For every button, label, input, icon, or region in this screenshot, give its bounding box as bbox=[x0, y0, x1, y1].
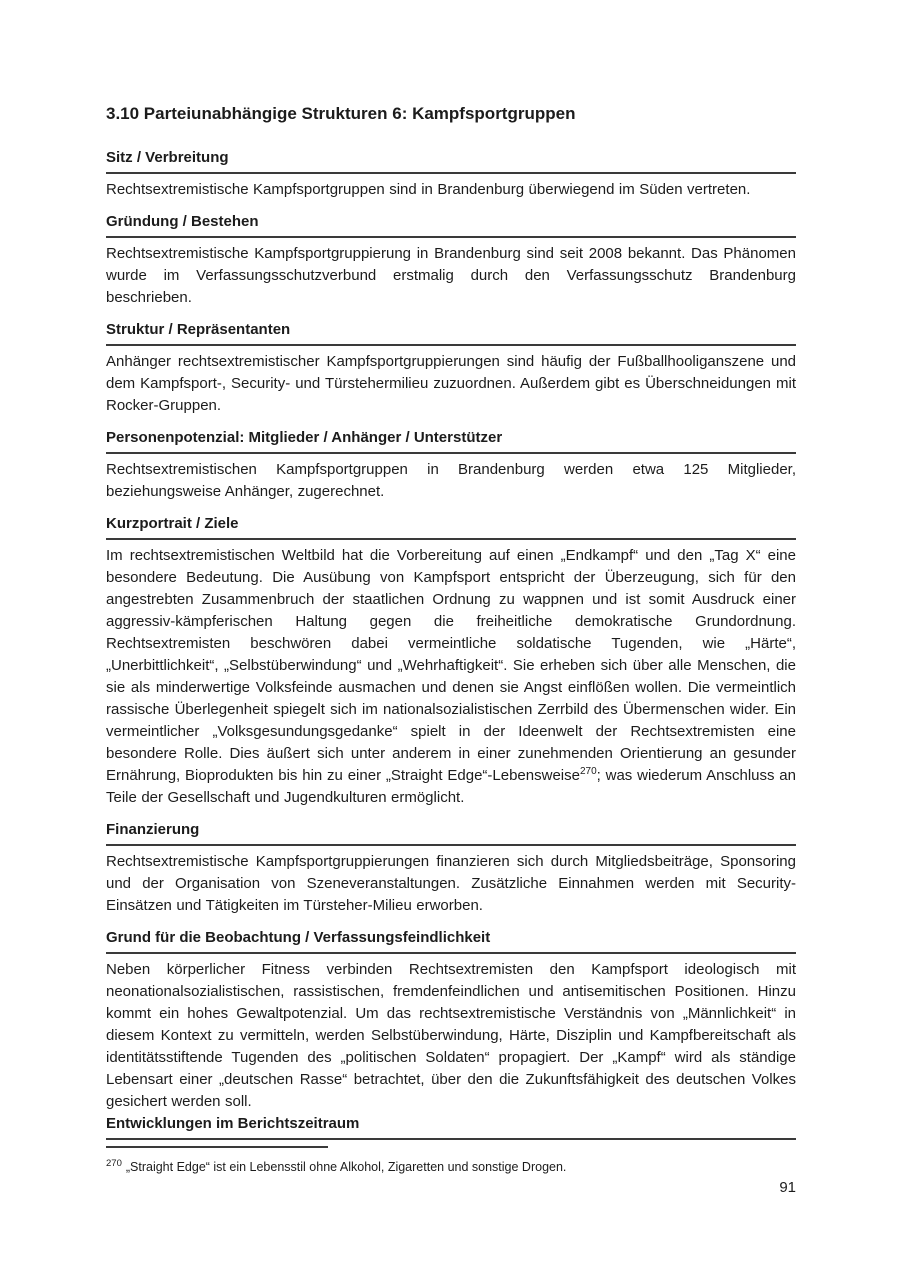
section-heading-entwicklungen: Entwicklungen im Berichtszeitraum bbox=[106, 1115, 796, 1140]
section-body-gruendung-bestehen: Rechtsextremistische Kampfsportgruppierung in Brandenburg sind seit 2008 bekannt. Das Phänomen wurde im Verfassungsschutzverbund erstmalig durch den Verfassungsschutz Brandenburg beschrieben. bbox=[106, 245, 796, 306]
section-body-kurzportrait-ziele bbox=[106, 545, 796, 809]
page-content bbox=[106, 103, 796, 1140]
footnote-separator-rule bbox=[106, 1146, 328, 1148]
section-heading-struktur-repraesentanten: Struktur / Repräsentanten bbox=[106, 321, 796, 346]
section-body-struktur-repraesentanten: Anhänger rechtsextremistischer Kampfsportgruppierungen sind häufig der Fußballhooliganszene und dem Kampfsport-, Security- und Türstehermilieu zuzuordnen. Außerdem gibt es Überschneidungen mit Rocker-Gruppen. bbox=[106, 353, 796, 414]
section-heading-personenpotenzial: Personenpotenzial: Mitglieder / Anhänger / Unterstützer bbox=[106, 429, 796, 454]
footnote-reference-270: 270 bbox=[579, 766, 597, 777]
section-body-sitz-verbreitung: Rechtsextremistische Kampfsportgruppen sind in Brandenburg überwiegend im Süden vertreten. bbox=[106, 181, 751, 198]
footnote-line bbox=[106, 1156, 796, 1175]
page-number: 91 bbox=[779, 1179, 796, 1196]
section-body-personenpotenzial: Rechtsextremistischen Kampfsportgruppen in Brandenburg werden etwa 125 Mitglieder, beziehungsweise Anhänger, zugerechnet. bbox=[106, 461, 796, 500]
body-text-before-footnote-ref: Im rechtsextremistischen Weltbild hat die Vorbereitung auf einen „Endkampf“ und den „Tag X“ eine besondere Bedeutung. Die Ausübung von Kampfsport entspricht der Überzeugung, sich für den angestrebten Zusammenbruch der staatlichen Ordnung zu wappnen und ist somit Ausdruck einer aggressiv-kämpferischen Haltung gegen die freiheitliche demokratische Grundordnung. Rechtsextremisten beschwören dabei vermeintliche soldatische Tugenden, wie „Härte“, „Unerbittlichkeit“, „Selbstüberwindung“ und „Wehrhaftigkeit“. Sie erheben sich über alle Menschen, die sie als minderwertige Volksfeinde ausmachen und denen sie Angst einflößen wollen. Die vermeintlich rassische Überlegenheit spiegelt sich im nationalsozialistischen Zerrbild des Übermenschen wider. Ein vermeintlicher „Volksgesundungsgedanke“ spielt in der Ideenwelt der Rechtsextremisten eine besondere Rolle. Dies äußert sich unter anderem in einer zunehmenden Orientierung an gesunder Ernährung, Bioprodukten bis hin zu einer „Straight Edge“-Lebensweise bbox=[106, 547, 796, 784]
footnote-marker: 270 bbox=[106, 1158, 122, 1169]
section-heading-gruendung-bestehen: Gründung / Bestehen bbox=[106, 213, 796, 238]
footnote-block bbox=[106, 1146, 796, 1175]
section-body-finanzierung: Rechtsextremistische Kampfsportgruppierungen finanzieren sich durch Mitgliedsbeiträge, Sponsoring und der Organisation von Szeneveranstaltungen. Zusätzliche Einnahmen werden mit Security-Einsätzen und Tätigkeiten im Türsteher-Milieu erworben. bbox=[106, 853, 796, 914]
section-heading-finanzierung: Finanzierung bbox=[106, 821, 796, 846]
page-title: 3.10 Parteiunabhängige Strukturen 6: Kampfsportgruppen bbox=[106, 104, 576, 123]
section-heading-grund-beobachtung: Grund für die Beobachtung / Verfassungsfeindlichkeit bbox=[106, 929, 796, 954]
footnote-text: „Straight Edge“ ist ein Lebensstil ohne Alkohol, Zigaretten und sonstige Drogen. bbox=[125, 1160, 567, 1175]
section-heading-kurzportrait-ziele: Kurzportrait / Ziele bbox=[106, 515, 796, 540]
body-text-after-footnote-ref: ; was wiederum Anschluss an Teile der Gesellschaft und Jugendkulturen ermöglicht. bbox=[106, 767, 796, 806]
section-heading-sitz-verbreitung: Sitz / Verbreitung bbox=[106, 149, 796, 174]
section-body-grund-beobachtung: Neben körperlicher Fitness verbinden Rechtsextremisten den Kampfsport ideologisch mit neonationalsozialistischen, rassistischen, fremdenfeindlichen und antisemitischen Positionen. Hinzu kommt ein hohes Gewaltpotenzial. Um das rechtsextremistische Verständnis von „Männlichkeit“ in diesem Kontext zu vermitteln, werden Selbstüberwindung, Härte, Disziplin und Kampfbereitschaft als identitätsstiftende Tugenden des „politischen Soldaten“ propagiert. Der „Kampf“ wird als ständige Lebensart einer „deutschen Rasse“ betrachtet, über den die Zukunftsfähigkeit des deutschen Volkes gesichert werden soll. bbox=[106, 961, 796, 1110]
